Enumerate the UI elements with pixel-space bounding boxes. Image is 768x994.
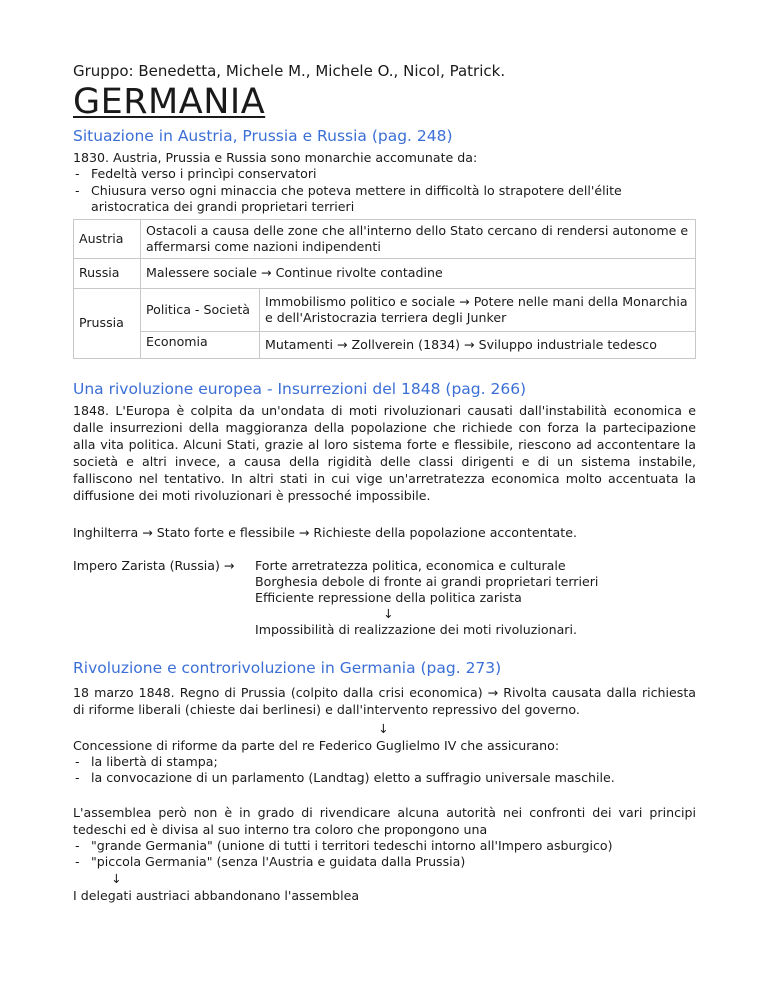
riforme-list xyxy=(73,754,696,787)
section-heading-germania: Rivoluzione e controrivoluzione in Germania (pag. 273) xyxy=(73,658,502,677)
list-item: - "grande Germania" (unione di tutti i territori tedeschi intorno all'Impero asburgico) xyxy=(73,838,696,855)
table-row xyxy=(74,331,696,358)
section1-intro: 1830. Austria, Prussia e Russia sono monarchie accomunate da: xyxy=(73,150,478,165)
russia-result: Impossibilità di realizzazione dei moti rivoluzionari. xyxy=(255,621,577,637)
table-cell-austria-text: Ostacoli a causa delle zone che all'interno dello Stato cercano di rendersi autonome e affermarsi come nazioni indipendenti xyxy=(141,219,696,258)
list-item: Efficiente repressione della politica zarista xyxy=(255,589,522,605)
list-item: - la libertà di stampa; xyxy=(73,754,696,771)
section3-paragraph2: L'assemblea però non è in grado di rivendicare alcuna autorità nei confronti dei vari principi tedeschi ed è divisa al suo interno tra coloro che propongono una xyxy=(73,804,696,837)
page-title: GERMANIA xyxy=(73,82,266,122)
section2-paragraph: 1848. L'Europa è colpita da un'ondata di moti rivoluzionari causati dall'instabilità economica e dalle insurrezioni della maggioranza della popolazione che richiede con forza la partecipazione alla vita politica. Alcuni Stati, grazie al loro sistema forte e flessibile, riescono ad accontentare la società e altri invece, a causa della rigidità delle classi dirigenti e di un sistema instabile, falliscono nel tentativo. In altri stati in cui vige un'arretratezza economica molto accentuata la diffusione dei moti rivoluzionari è pressoché impossibile. xyxy=(73,402,696,503)
conclusion-line: I delegati austriaci abbandonano l'assemblea xyxy=(73,887,360,903)
table-cell-economia-label: Economia xyxy=(141,331,260,358)
section3-paragraph1: 18 marzo 1848. Regno di Prussia (colpito dalla crisi economica) → Rivolta causata dalla richiesta di riforme liberali (chieste dai berlinesi) e dall'intervento repressivo del governo. xyxy=(73,684,696,717)
russia-block xyxy=(73,558,696,640)
table-cell-economia-text: Mutamenti → Zollverein (1834) → Sviluppo industriale tedesco xyxy=(260,331,696,358)
section-heading-rivoluzione-europea: Una rivoluzione europea - Insurrezioni del 1848 (pag. 266) xyxy=(73,379,527,398)
table-cell-russia-text: Malessere sociale → Continue rivolte contadine xyxy=(141,258,696,288)
russia-label: Impero Zarista (Russia) → xyxy=(73,557,235,573)
table-cell-politica-text: Immobilismo politico e sociale → Potere nelle mani della Monarchia e dell'Aristocrazia terriera degli Junker xyxy=(260,288,696,331)
table-row xyxy=(74,288,696,331)
section1-bullets xyxy=(73,166,696,216)
table-row xyxy=(74,219,696,258)
down-arrow-icon: ↓ xyxy=(383,605,394,621)
table-cell-russia-label: Russia xyxy=(74,258,141,288)
down-arrow-icon: ↓ xyxy=(378,720,389,736)
proposte-list xyxy=(73,838,696,871)
table-row xyxy=(74,258,696,288)
list-item: Forte arretratezza politica, economica e culturale xyxy=(255,557,566,573)
table-cell-politica-label: Politica - Società xyxy=(141,288,260,331)
list-item: - "piccola Germania" (senza l'Austria e guidata dalla Prussia) xyxy=(73,854,696,871)
list-item: - la convocazione di un parlamento (Landtag) eletto a suffragio universale maschile. xyxy=(73,770,696,787)
list-item: Borghesia debole di fronte ai grandi proprietari terrieri xyxy=(255,573,599,589)
section-heading-situazione: Situazione in Austria, Prussia e Russia (pag. 248) xyxy=(73,127,453,145)
group-members: Gruppo: Benedetta, Michele M., Michele O., Nicol, Patrick. xyxy=(73,62,506,80)
table-cell-austria-label: Austria xyxy=(74,219,141,258)
concessione-line: Concessione di riforme da parte del re Federico Guglielmo IV che assicurano: xyxy=(73,737,560,753)
list-item: - Fedeltà verso i princìpi conservatori xyxy=(73,166,696,183)
table-cell-prussia-label: Prussia xyxy=(74,288,141,358)
document-page xyxy=(73,62,696,904)
list-item: - Chiusura verso ogni minaccia che poteva mettere in difficoltà lo strapotere dell'élite aristocratica dei grandi proprietari terrieri xyxy=(73,183,696,216)
states-table xyxy=(73,219,696,359)
russia-causes xyxy=(255,558,598,638)
down-arrow-icon: ↓ xyxy=(111,870,122,886)
england-line: Inghilterra → Stato forte e flessibile → Richieste della popolazione accontentate. xyxy=(73,524,577,540)
